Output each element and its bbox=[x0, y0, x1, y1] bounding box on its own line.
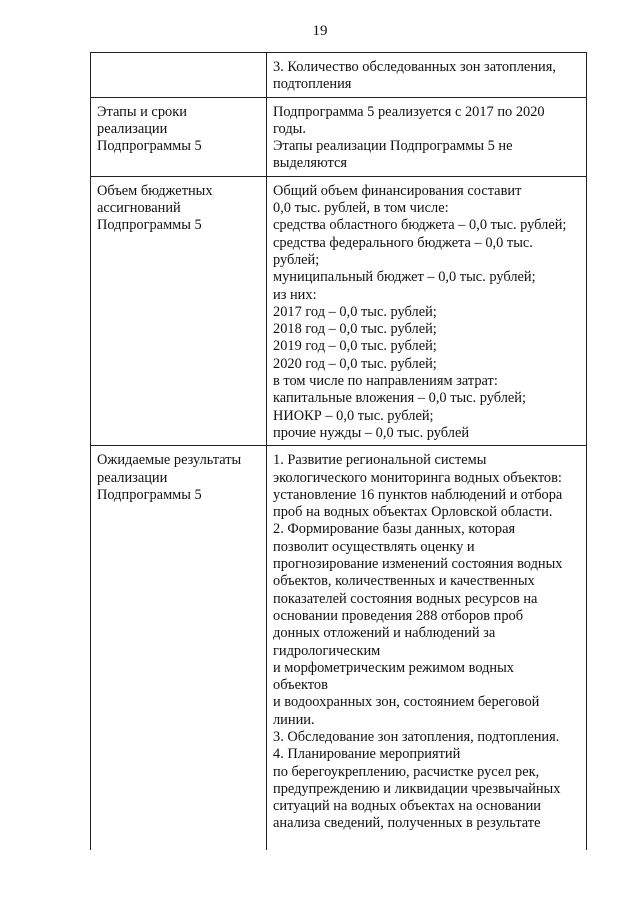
value-line: прогнозирование изменений состояния водных bbox=[273, 556, 563, 573]
value-line: рублей; bbox=[273, 251, 320, 268]
label-line: Подпрограммы 5 bbox=[97, 486, 202, 503]
value-line: 2017 год – 0,0 тыс. рублей; bbox=[273, 303, 437, 320]
value-line: анализа сведений, полученных в результате bbox=[273, 815, 541, 832]
value-line: капитальные вложения – 0,0 тыс. рублей; bbox=[273, 390, 526, 407]
value-line: 2020 год – 0,0 тыс. рублей; bbox=[273, 355, 437, 372]
value-line: выделяются bbox=[273, 155, 348, 172]
table-row bbox=[91, 53, 587, 98]
value-line: основании проведения 288 отборов проб bbox=[273, 607, 524, 624]
value-line: и морфометрическим режимом водных bbox=[273, 659, 514, 676]
passport-table bbox=[90, 52, 587, 850]
value-line: прочие нужды – 0,0 тыс. рублей bbox=[273, 424, 470, 441]
label-line: Ожидаемые результаты bbox=[97, 452, 242, 469]
value-line: годы. bbox=[273, 120, 306, 137]
value-line: 0,0 тыс. рублей, в том числе: bbox=[273, 200, 449, 217]
row-label-cell bbox=[91, 446, 267, 851]
table-row bbox=[91, 176, 587, 445]
row-label-cell bbox=[91, 97, 267, 176]
value-line: 2019 год – 0,0 тыс. рублей; bbox=[273, 338, 437, 355]
value-line: в том числе по направлениям затрат: bbox=[273, 373, 498, 390]
row-label-cell bbox=[91, 176, 267, 445]
value-line: и водоохранных зон, состоянием береговой bbox=[273, 694, 540, 711]
value-line: ситуаций на водных объектах на основании bbox=[273, 798, 541, 815]
value-line: средства областного бюджета – 0,0 тыс. рублей; bbox=[273, 217, 567, 234]
label-line: Этапы и сроки bbox=[97, 103, 187, 120]
value-line: муниципальный бюджет – 0,0 тыс. рублей; bbox=[273, 269, 536, 286]
label-line: Подпрограммы 5 bbox=[97, 138, 202, 155]
table-row bbox=[91, 97, 587, 176]
value-line: 3. Количество обследованных зон затопления, bbox=[273, 59, 556, 75]
value-line: Этапы реализации Подпрограммы 5 не bbox=[273, 138, 513, 155]
row-value-cell bbox=[267, 97, 587, 176]
value-line: показателей состояния водных ресурсов на bbox=[273, 590, 538, 607]
value-line: позволит осуществлять оценку и bbox=[273, 538, 475, 555]
value-line: 2018 год – 0,0 тыс. рублей; bbox=[273, 321, 437, 338]
value-line: проб на водных объектах Орловской области. bbox=[273, 504, 553, 521]
value-line: донных отложений и наблюдений за bbox=[273, 625, 496, 642]
value-line: по берегоукреплению, расчистке русел рек, bbox=[273, 763, 540, 780]
value-line: экологического мониторинга водных объектов: bbox=[273, 469, 562, 486]
value-line: 3. Обследование зон затопления, подтопления. bbox=[273, 728, 560, 745]
page-number: 19 bbox=[312, 23, 328, 39]
value-line: НИОКР – 0,0 тыс. рублей; bbox=[273, 407, 434, 424]
value-line: средства федерального бюджета – 0,0 тыс. bbox=[273, 234, 533, 251]
value-line: предупреждению и ликвидации чрезвычайных bbox=[273, 780, 561, 797]
label-line: Объем бюджетных bbox=[97, 182, 213, 199]
table-row bbox=[91, 446, 587, 851]
row-value-cell bbox=[267, 176, 587, 445]
row-value-cell bbox=[267, 446, 587, 851]
label-line: Подпрограммы 5 bbox=[97, 217, 202, 234]
label-line: реализации bbox=[97, 120, 168, 137]
value-line: Подпрограмма 5 реализуется с 2017 по 2020 bbox=[273, 103, 545, 120]
value-line: из них: bbox=[273, 286, 317, 303]
row-label-cell bbox=[91, 53, 267, 98]
value-line: объектов, количественных и качественных bbox=[273, 573, 535, 590]
row-value-cell bbox=[267, 53, 587, 98]
value-line: Общий объем финансирования составит bbox=[273, 182, 522, 199]
value-line: 4. Планирование мероприятий bbox=[273, 746, 461, 763]
value-line: линии. bbox=[273, 711, 315, 728]
value-line: установление 16 пунктов наблюдений и отбора bbox=[273, 486, 563, 503]
label-line: реализации bbox=[97, 469, 168, 486]
value-line: гидрологическим bbox=[273, 642, 381, 659]
value-line: объектов bbox=[273, 677, 328, 694]
value-line: 1. Развитие региональной системы bbox=[273, 452, 487, 469]
value-line: подтопления bbox=[273, 76, 352, 93]
label-line: ассигнований bbox=[97, 200, 181, 217]
value-line: 2. Формирование базы данных, которая bbox=[273, 521, 516, 538]
